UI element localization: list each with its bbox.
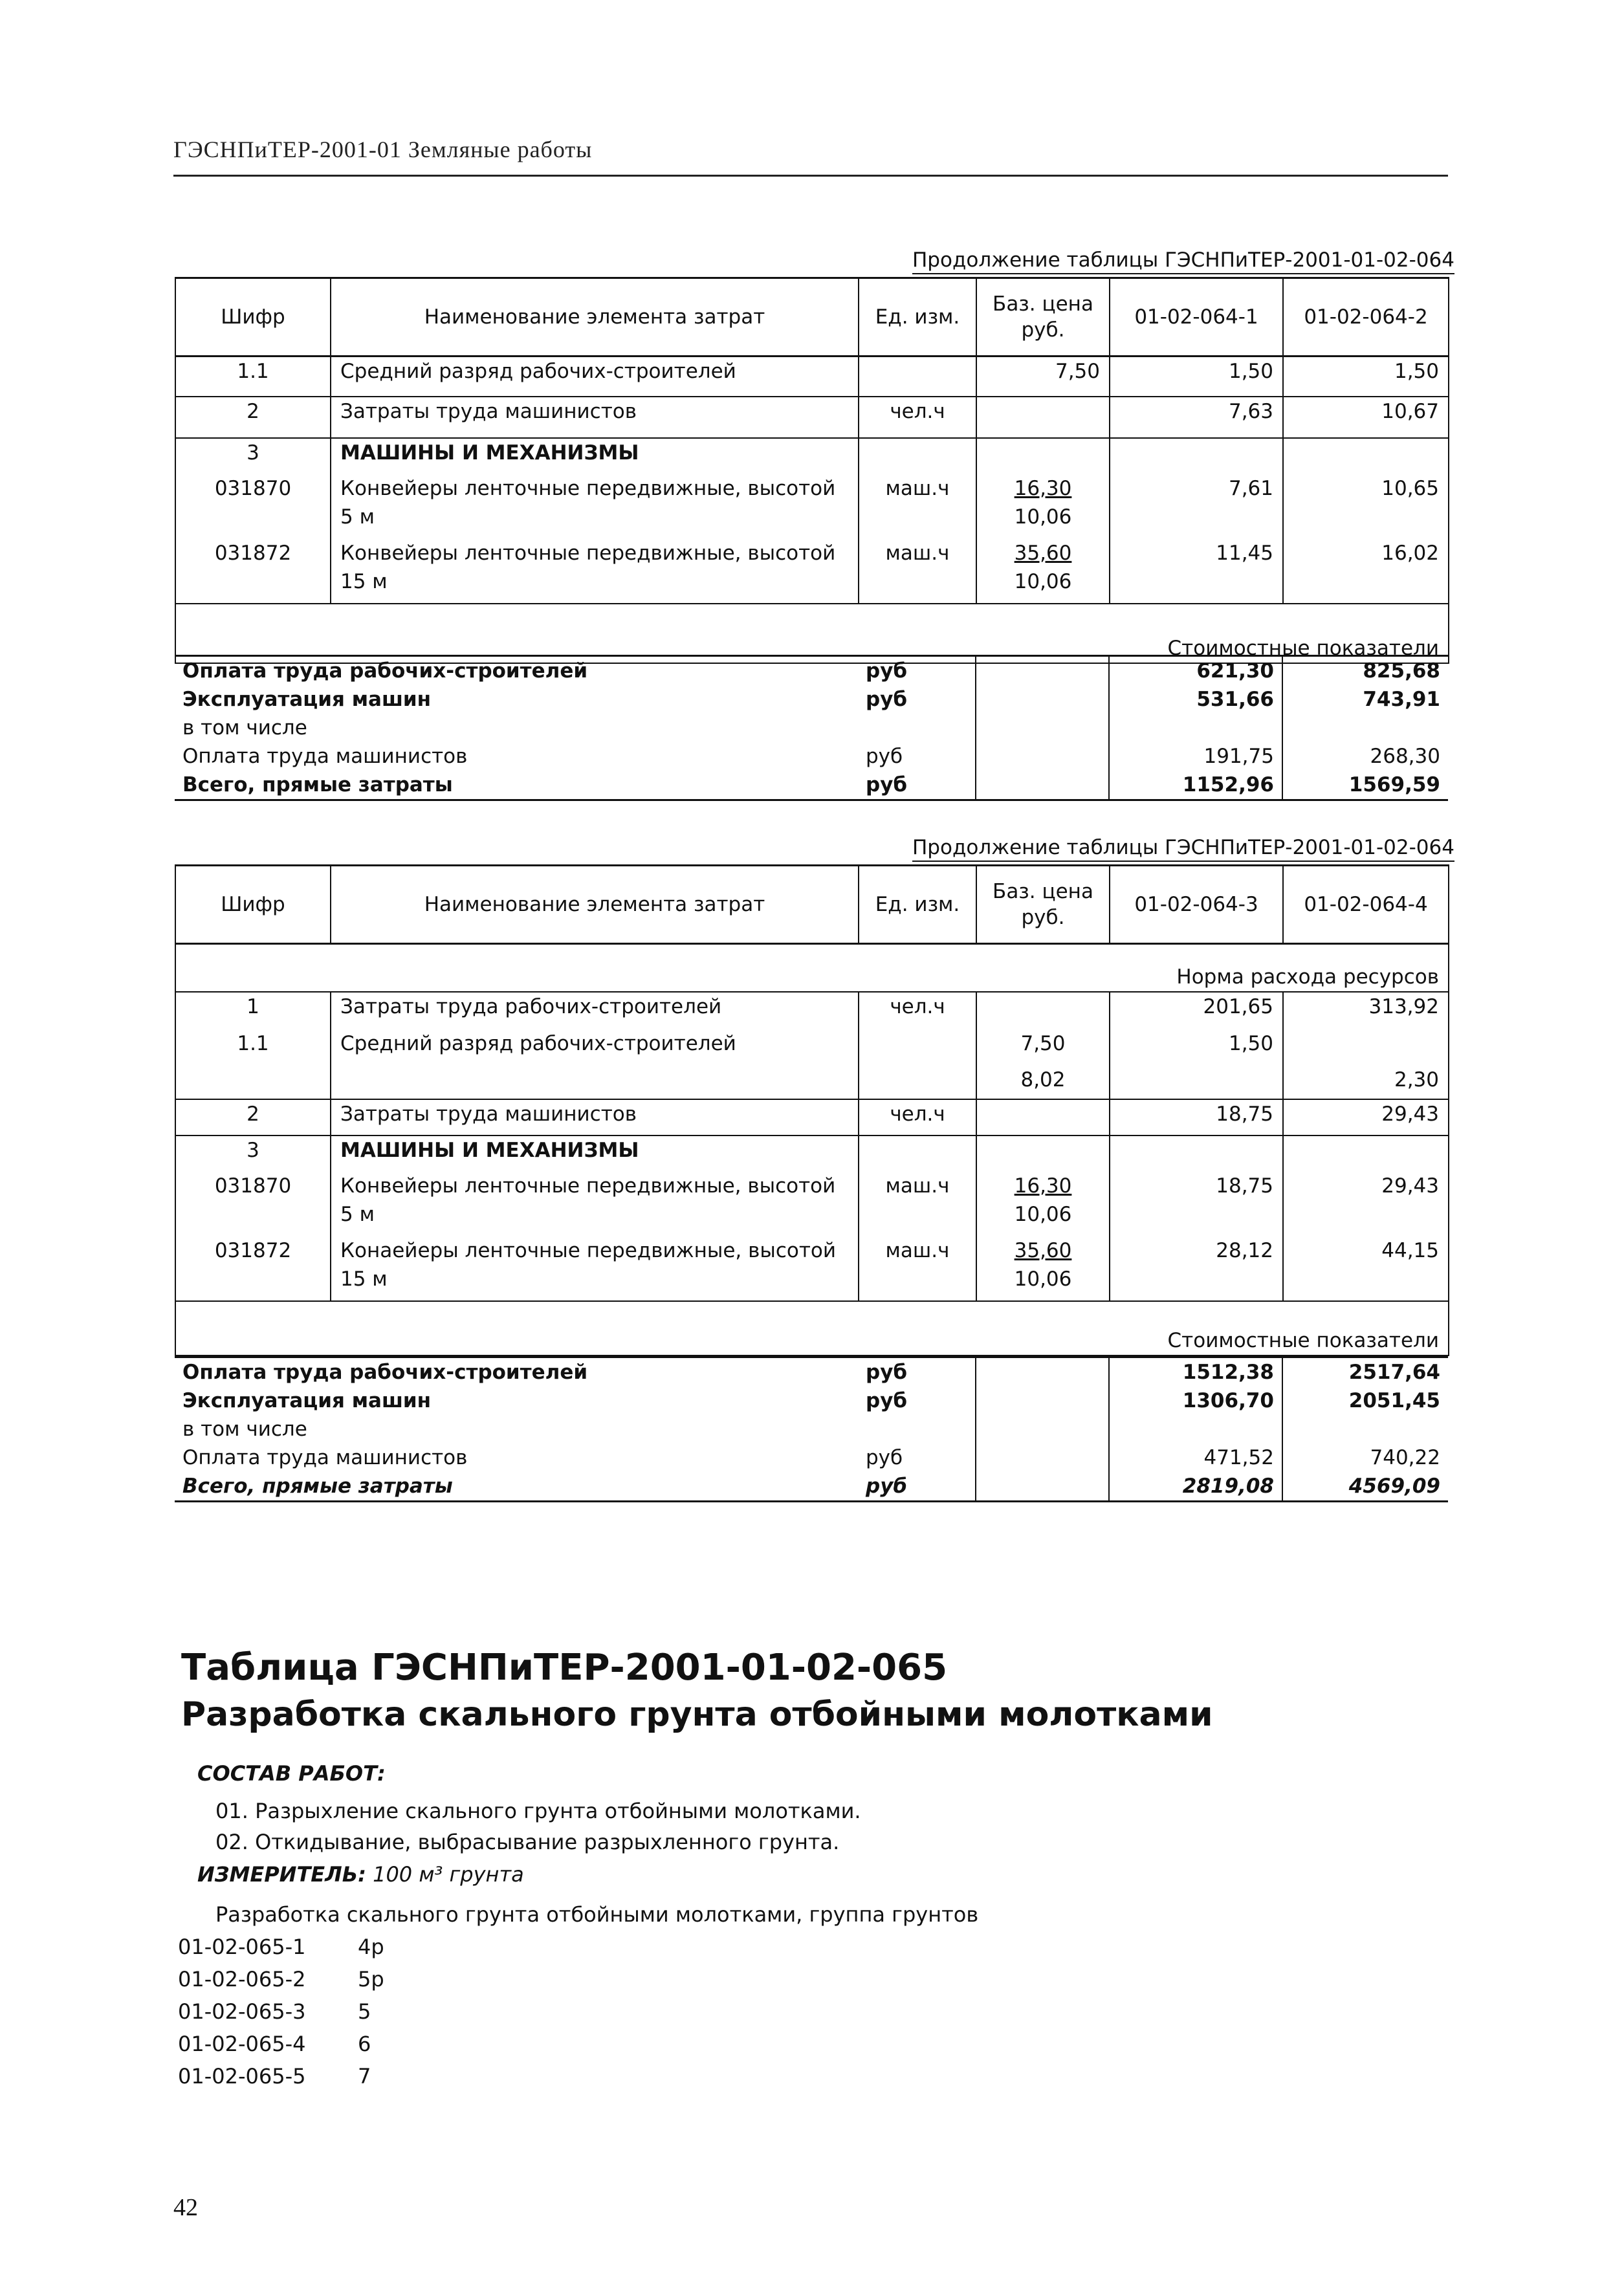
price-base: 7,50 [1020,1031,1066,1055]
cost-value: 2051,45 [1282,1387,1448,1415]
table2-costs [175,1356,1448,1502]
cost-label: Оплата труда машинистов [182,1446,468,1469]
cell-value: 29,43 [1283,1099,1449,1136]
cell-unit: чел.ч [859,1099,976,1136]
header-cell: Наименование элемента затрат [331,278,859,357]
cost-label: Всего, прямые затраты [175,771,858,800]
cost-unit: руб [866,745,903,768]
table1-resources [175,277,1449,664]
cell-code: 1 [175,992,331,1029]
code-row [178,1999,371,2024]
band-row [175,1301,1449,1355]
cell-value: 1,50 [1283,357,1449,397]
soil-group: 5р [358,1967,384,1991]
rate-code: 01-02-065-4 [178,2032,306,2056]
table-row [175,1029,1449,1099]
cost-value: 1152,96 [1109,771,1282,800]
cell-name: Конвейеры ленточные передвижные, высотой 15 м [331,539,859,604]
table2-caption: Продолжение таблицы ГЭСНПиТЕР-2001-01-02-064 [912,835,1454,862]
table-row [175,992,1449,1029]
cell-value: 201,65 [1110,992,1283,1029]
cost-row [175,656,1448,686]
table-row [175,1236,1449,1301]
cell-value: 2,30 [1283,1029,1449,1099]
code-row [178,1967,384,1991]
cell-value: 28,12 [1110,1236,1283,1301]
header-cell: Баз. цена руб. [976,866,1110,944]
cell-unit: чел.ч [859,992,976,1029]
header-cell: Шифр [175,278,331,357]
cell-name: Средний разряд рабочих-строителей [331,1029,859,1099]
cell-unit: маш.ч [859,539,976,604]
header-rule [173,175,1448,177]
page-number: 42 [173,2194,198,2221]
cell-unit: маш.ч [859,1172,976,1236]
cell-price [976,1236,1110,1301]
cell-price [976,474,1110,539]
cell-value: 1,50 [1110,357,1283,397]
cell-unit: маш.ч [859,474,976,539]
price-base: 16,30 [1014,1174,1072,1198]
cell-value: 1,50 [1110,1029,1283,1099]
soil-group: 5 [358,1999,371,2024]
cell-value: 44,15 [1283,1236,1449,1301]
band-label: Стоимостные показатели [175,1301,1449,1355]
measure-label: ИЗМЕРИТЕЛЬ: [197,1862,366,1887]
cell-name: Конвейеры ленточные передвижные, высотой 5 м [331,1172,859,1236]
cell-unit [859,357,976,397]
cost-unit: руб [866,1446,903,1469]
cell-price [976,1029,1110,1099]
price-index: 10,06 [1014,1202,1072,1226]
cell-code: 3 [175,1136,331,1172]
section-title: Таблица ГЭСНПиТЕР-2001-01-02-065 [181,1647,948,1689]
header-cell: 01-02-064-1 [1110,278,1283,357]
table-row [175,1172,1449,1236]
soil-group: 6 [358,2032,371,2056]
cell-code: 1.1 [175,357,331,397]
table2-resources [175,864,1449,1356]
work-item: 02. Откидывание, выбрасывание разрыхленного грунта. [215,1830,840,1854]
cell-value: 29,43 [1283,1172,1449,1236]
cost-row [175,1415,1448,1443]
table-row [175,474,1449,539]
code-row [178,2064,371,2089]
header-cell: Ед. изм. [859,278,976,357]
cost-unit: руб [858,1357,976,1387]
cost-label: Эксплуатация машин [182,688,432,711]
cell-code: 3 [175,438,331,474]
cost-row [175,1357,1448,1387]
cell-code: 031872 [175,539,331,604]
cell-price [976,397,1110,438]
cost-row [175,714,1448,742]
cost-unit: руб [858,771,976,800]
cost-label: Оплата труда рабочих-строителей [175,1357,858,1387]
cell-name: МАШИНЫ И МЕХАНИЗМЫ [331,1136,859,1172]
table1-caption: Продолжение таблицы ГЭСНПиТЕР-2001-01-02-064 [912,247,1454,274]
table-row [175,397,1449,438]
cell-price [976,1172,1110,1236]
cell-code: 2 [175,1099,331,1136]
cost-value: 1569,59 [1282,771,1448,800]
table1-costs [175,655,1448,801]
price-index: 10,06 [1014,505,1072,529]
code-row [178,1935,384,1959]
header-cell: Ед. изм. [859,866,976,944]
cost-label: Оплата труда машинистов [182,745,468,768]
cost-row [175,1472,1448,1502]
cost-value: 743,91 [1282,685,1448,714]
header-cell: 01-02-064-3 [1110,866,1283,944]
band-norm: Норма расхода ресурсов [175,944,1449,992]
cell-name: Средний разряд рабочих-строителей [331,357,859,397]
cost-value: 2517,64 [1282,1357,1448,1387]
section-subtitle: Разработка скального грунта отбойными молотками [181,1695,1213,1734]
price-base: 35,60 [1014,1238,1072,1262]
table1-header-row [175,278,1449,357]
price-index: 10,06 [1014,569,1072,593]
cell-name: Затраты труда машинистов [331,397,859,438]
cell-code: 031872 [175,1236,331,1301]
table2-header-row [175,866,1449,944]
cell-value: 18,75 [1110,1099,1283,1136]
cell-price [976,539,1110,604]
cell-value: 18,75 [1110,1172,1283,1236]
cost-value: 621,30 [1109,656,1282,686]
cell-value: 7,61 [1110,474,1283,539]
rate-code: 01-02-065-5 [178,2064,306,2089]
cell-value: 16,02 [1283,539,1449,604]
code-row [178,2032,371,2056]
running-header: ГЭСНПиТЕР-2001-01 Земляные работы [173,137,593,162]
band-label: Стоимостные показатели [175,604,1449,663]
table-row [175,539,1449,604]
table-row [175,357,1449,397]
cost-value: 471,52 [1109,1443,1282,1472]
cell-value: 7,63 [1110,397,1283,438]
soil-group: 7 [358,2064,371,2089]
cost-row [175,1443,1448,1472]
cost-row [175,771,1448,800]
band-row [175,604,1449,663]
work-item: 01. Разрыхление скального грунта отбойными молотками. [215,1799,861,1823]
soil-group: 4р [358,1935,384,1959]
cost-value: 740,22 [1282,1443,1448,1472]
cell-name: Конвейеры ленточные передвижные, высотой 5 м [331,474,859,539]
cost-row [175,685,1448,714]
header-cell: 01-02-064-2 [1283,278,1449,357]
price-index: 8,02 [1020,1068,1066,1092]
cost-unit: руб [866,1389,908,1412]
cost-value: 2819,08 [1109,1472,1282,1502]
price-index: 10,06 [1014,1267,1072,1291]
cost-value: 268,30 [1282,742,1448,771]
cost-label: Оплата труда рабочих-строителей [175,656,858,686]
measure-value: 100 м³ грунта [373,1862,524,1887]
header-cell: 01-02-064-4 [1283,866,1449,944]
cost-value: 531,66 [1109,685,1282,714]
cell-code: 031870 [175,1172,331,1236]
price-base: 16,30 [1014,476,1072,500]
cost-value: 825,68 [1282,656,1448,686]
cell-name: Затраты труда машинистов [331,1099,859,1136]
cell-value: 313,92 [1283,992,1449,1029]
cost-label: в том числе [182,1418,307,1441]
cost-value: 191,75 [1109,742,1282,771]
cell-price: 7,50 [976,357,1110,397]
composition-label: СОСТАВ РАБОТ: [197,1761,386,1786]
cell-unit: чел.ч [859,397,976,438]
cost-unit: руб [866,688,908,711]
table-row [175,1099,1449,1136]
cost-label: Эксплуатация машин [182,1389,432,1412]
band-row [175,944,1449,992]
cost-value: 4569,09 [1282,1472,1448,1502]
cell-code: 031870 [175,474,331,539]
cell-code: 2 [175,397,331,438]
work-description: Разработка скального грунта отбойными молотками, группа грунтов [215,1902,979,1927]
rate-code: 01-02-065-2 [178,1967,306,1991]
cell-name: МАШИНЫ И МЕХАНИЗМЫ [331,438,859,474]
cost-unit: руб [858,1472,976,1502]
header-cell: Баз. цена руб. [976,278,1110,357]
price-base: 35,60 [1014,541,1072,565]
header-cell: Шифр [175,866,331,944]
cost-row [175,1387,1448,1415]
cell-name: Конаейеры ленточные передвижные, высотой 15 м [331,1236,859,1301]
cell-code: 1.1 [175,1029,331,1099]
table-row [175,438,1449,474]
header-cell: Наименование элемента затрат [331,866,859,944]
cost-unit: руб [858,656,976,686]
cell-name: Затраты труда рабочих-строителей [331,992,859,1029]
table-row [175,1136,1449,1172]
cost-label: Всего, прямые затраты [175,1472,858,1502]
measure-line [197,1862,524,1887]
cell-value: 10,65 [1283,474,1449,539]
cost-label: в том числе [182,716,307,740]
cell-value: 10,67 [1283,397,1449,438]
cost-value: 1512,38 [1109,1357,1282,1387]
rate-code: 01-02-065-1 [178,1935,306,1959]
cost-row [175,742,1448,771]
cost-value: 1306,70 [1109,1387,1282,1415]
cell-unit: маш.ч [859,1236,976,1301]
rate-code: 01-02-065-3 [178,1999,306,2024]
cell-value: 11,45 [1110,539,1283,604]
